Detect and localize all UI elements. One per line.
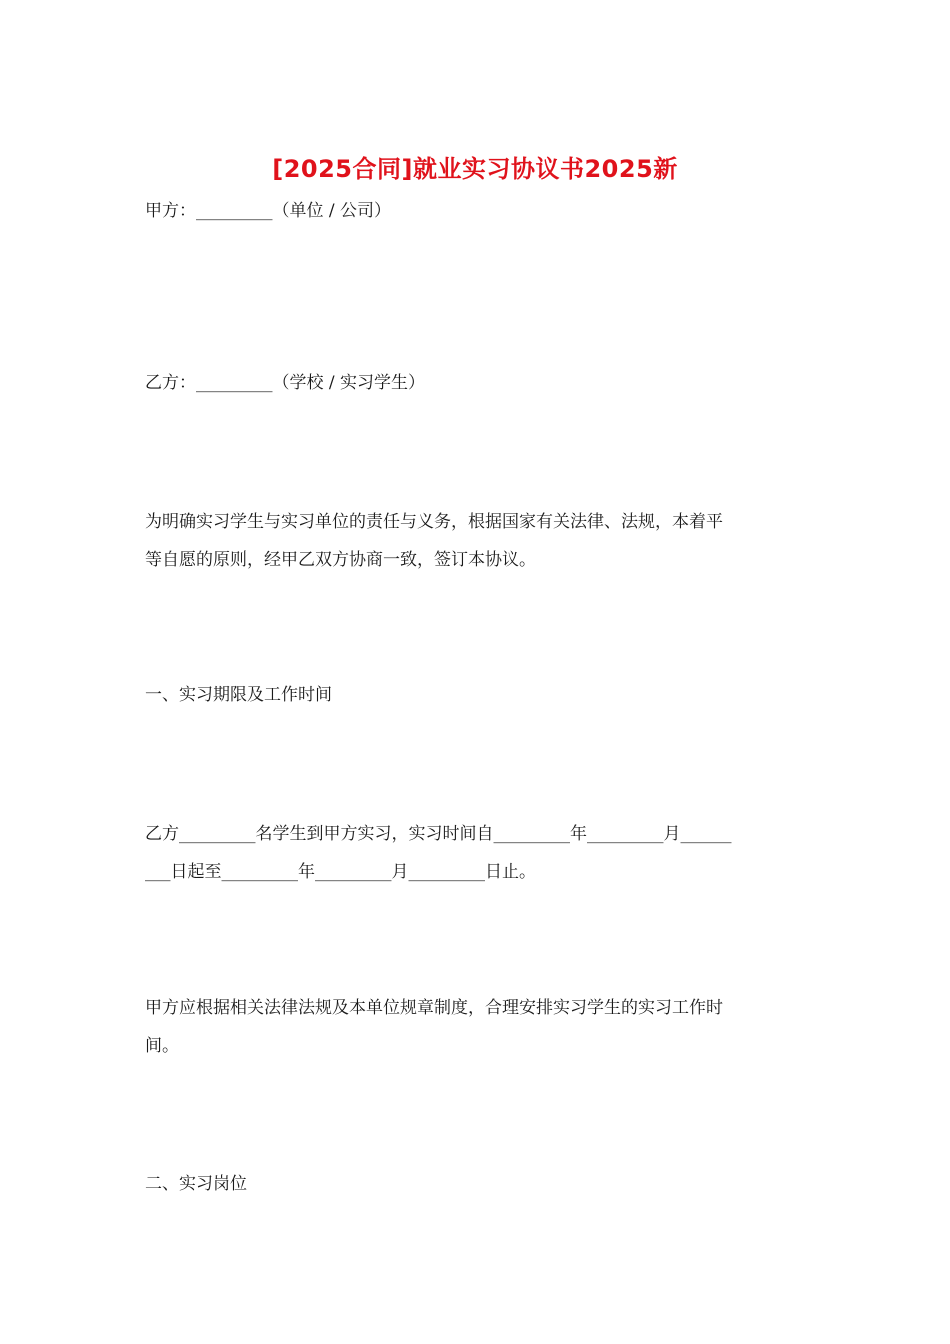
section-1-p1-line-2: ___日起至_________年_________月_________日止。 (145, 862, 536, 882)
intro-paragraph (145, 503, 810, 579)
section-1-p2-line-2: 间。 (145, 1036, 179, 1056)
intro-line-1: 为明确实习学生与实习单位的责任与义务，根据国家有关法律、法规，本着平 (145, 512, 723, 532)
section-1-paragraph-1 (145, 815, 810, 891)
section-1-heading: 一、实习期限及工作时间 (145, 685, 332, 705)
section-1-p1-line-1: 乙方_________名学生到甲方实习，实习时间自_________年_________月______ (145, 824, 732, 844)
intro-line-2: 等自愿的原则，经甲乙双方协商一致，签订本协议。 (145, 550, 536, 570)
section-1-p2-line-1: 甲方应根据相关法律法规及本单位规章制度，合理安排实习学生的实习工作时 (145, 998, 723, 1018)
section-1-paragraph-2 (145, 989, 810, 1065)
party-b-line: 乙方：_________（学校 / 实习学生） (145, 373, 426, 393)
party-a-line: 甲方：_________（单位 / 公司） (145, 201, 392, 221)
document-title: [2025合同]就业实习协议书2025新 (272, 155, 678, 183)
section-2-heading: 二、实习岗位 (145, 1174, 247, 1194)
